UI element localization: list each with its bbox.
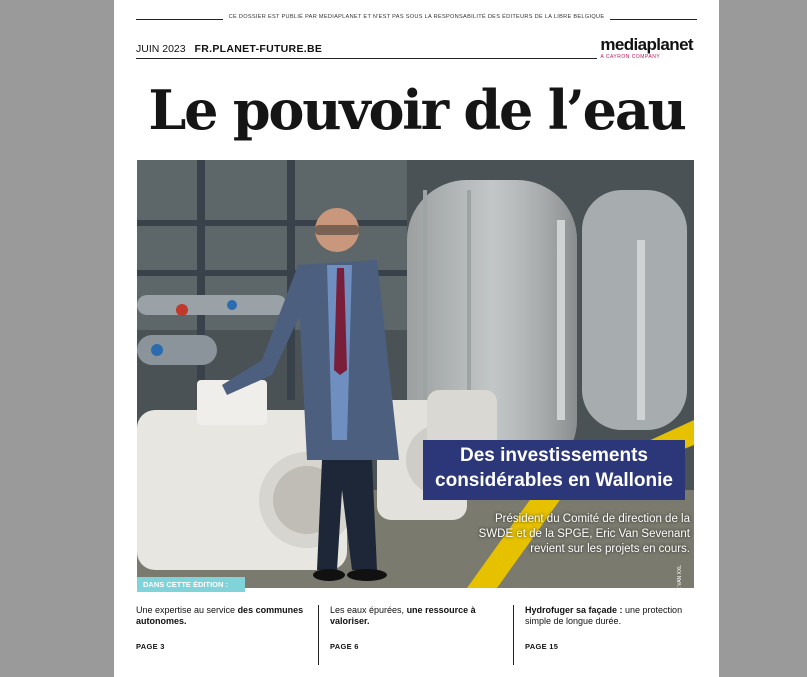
teaser-page: PAGE 3	[136, 642, 165, 651]
disclaimer-text: CE DOSSIER EST PUBLIÉ PAR MEDIAPLANET ET N'EST PAS SOUS LA RESPONSABILITÉ DES ÉDITEURS DE LA LIBRE BELGIQUE	[223, 14, 611, 20]
teaser-page: PAGE 15	[525, 642, 559, 651]
edition-badge: DANS CETTE ÉDITION :	[137, 577, 245, 592]
teaser-divider	[318, 605, 319, 665]
photo-credit	[677, 565, 689, 624]
callout-line-1: Des investissements	[460, 445, 648, 466]
issue-date: JUIN 2023	[136, 43, 186, 55]
magazine-cover	[114, 0, 719, 677]
brand-tagline: A CAYRON COMPANY	[600, 54, 661, 60]
page-title: Le pouvoir de l’eau	[148, 78, 685, 142]
teaser-item[interactable]	[136, 605, 311, 665]
issue-info	[136, 43, 322, 55]
caption-line-1: Président du Comité de direction de la	[495, 513, 690, 525]
teaser-highlight: une ressource à valoriser.	[330, 605, 476, 626]
caption-line-2: SWDE et de la SPGE, Eric Van Sevenant	[478, 528, 690, 540]
teaser-text: une protection simple de longue durée.	[525, 605, 683, 626]
header-rule	[136, 58, 597, 59]
teaser-item[interactable]	[330, 605, 500, 665]
teaser-page: PAGE 6	[330, 642, 359, 651]
teaser-text: Les eaux épurées,	[330, 605, 407, 615]
teaser-text: Une expertise au service	[136, 605, 238, 615]
teaser-highlight: des communes autonomes.	[136, 605, 304, 626]
callout-line-2: considérables en Wallonie	[435, 470, 673, 491]
caption-line-3: revient sur les projets en cours.	[530, 543, 690, 555]
teaser-divider	[513, 605, 514, 665]
teaser-item[interactable]	[525, 605, 697, 665]
teaser-list	[136, 605, 697, 677]
brand-name: mediaplanet	[600, 35, 693, 54]
cover-callout[interactable]	[423, 440, 685, 500]
cover-caption	[442, 512, 690, 557]
disclaimer	[114, 14, 719, 20]
website-link[interactable]: FR.PLANET-FUTURE.BE	[194, 43, 323, 55]
teaser-highlight: Hydrofuger sa façade :	[525, 605, 623, 615]
photo-credit-text: ©PHOTO: ERIC VAN XXL	[677, 565, 683, 624]
mediaplanet-logo[interactable]	[600, 35, 693, 60]
